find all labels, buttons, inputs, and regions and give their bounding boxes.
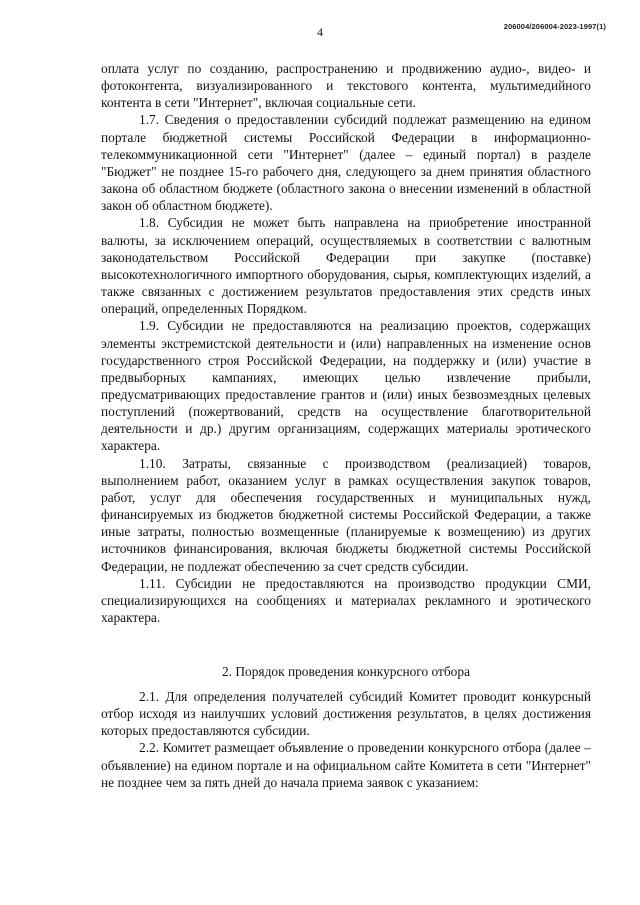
paragraph-2-1: 2.1. Для определения получателей субсидий Комитет проводит конкурсный отбор исходя из наилучших условий достижения результатов, в целях достижения которых предоставляются субсидии. (101, 689, 591, 739)
paragraph-1-9: 1.9. Субсидии не предоставляются на реализацию проектов, содержащих элементы экстремистской деятельности и (или) направленных на изменение основ государственного строя Российской Федерации, на поддержку и (или) участие в предвыборных кампаниях, имеющих целью извлечение прибыли, предусматривающих предоставление грантов и (или) иных безвозмездных целевых поступлений (пожертвований, средств на осуществление благотворительной деятельности и др.) другим организациям, содержащих материалы эротического характера. (101, 318, 591, 454)
section-body (101, 688, 591, 791)
paragraph-continuation: оплата услуг по созданию, распространению и продвижению аудио-, видео- и фотоконтента, визуализированного и текстового контента, мультимедийного контента в сети "Интернет", включая социальные сети. (101, 61, 591, 111)
document-code: 206004/206004-2023-1997(1) (503, 22, 606, 31)
paragraph-1-11: 1.11. Субсидии не предоставляются на производство продукции СМИ, специализирующихся на сообщениях и материалах рекламного и эротического характера. (101, 575, 591, 625)
page-number: 4 (317, 25, 323, 39)
paragraph-1-7: 1.7. Сведения о предоставлении субсидий подлежат размещению на едином портале бюджетной системы Российской Федерации в информационно-телекоммуникационной сети "Интернет" (далее – единый портал) в разделе "Бюджет" не позднее 15-го рабочего дня, следующего за днем принятия областного закона об областном бюджете (областного закона о внесении изменений в областной закон об областном бюджете). (101, 112, 591, 214)
paragraph-1-8: 1.8. Субсидия не может быть направлена на приобретение иностранной валюты, за исключением операций, осуществляемых в соответствии с валютным законодательством Российской Федерации при закупке (поставке) высокотехнологичного импортного оборудования, сырья, комплектующих изделий, а также связанных с достижением результатов предоставления этих средств иных операций, определенных Порядком. (101, 215, 591, 317)
paragraph-2-2: 2.2. Комитет размещает объявление о проведении конкурсного отбора (далее – объявление) на едином портале и на официальном сайте Комитета в сети "Интернет" не позднее чем за пять дней до начала приема заявок с указанием: (101, 740, 591, 790)
section-heading: 2. Порядок проведения конкурсного отбора (221, 664, 471, 679)
paragraph-1-10: 1.10. Затраты, связанные с производством (реализацией) товаров, выполнением работ, оказанием услуг в рамках осуществления закупок товаров, работ, услуг для обеспечения государственных и муниципальных нужд, финансируемых из бюджетов бюджетной системы Российской Федерации, а также иные затраты, полностью возмещенные (планируемые к возмещению) из других источников финансирования, включая бюджеты бюджетной системы Российской Федерации, не подлежат обеспечению за счет средств субсидии. (101, 455, 591, 574)
document-body (101, 60, 591, 626)
